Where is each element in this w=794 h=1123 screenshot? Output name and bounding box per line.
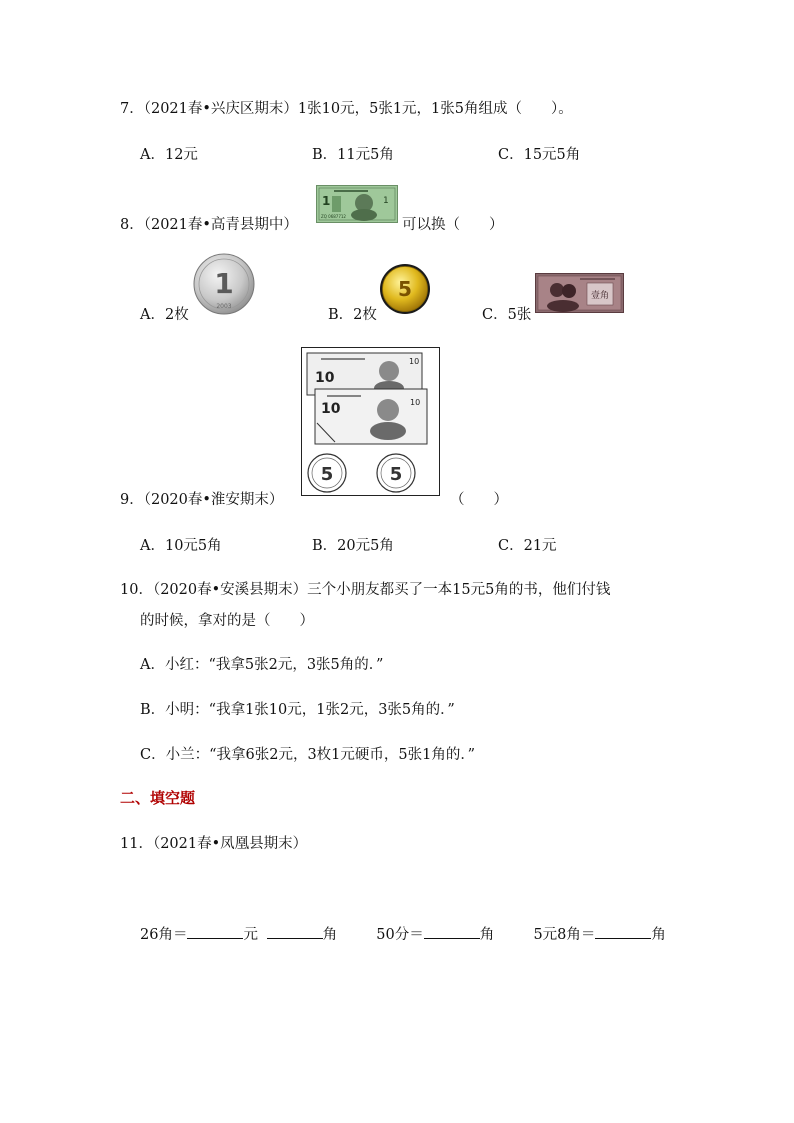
q11-part1-mid: 元 xyxy=(243,927,258,943)
five-jiao-coin-left xyxy=(308,454,346,492)
five-jiao-coin-right xyxy=(377,454,415,492)
question-9-stem-prefix: 9．（2020春•淮安期末） xyxy=(120,492,284,508)
q11-blank-4[interactable] xyxy=(595,924,651,939)
money-collection-image xyxy=(301,347,440,496)
one-jiao-banknote-image xyxy=(535,273,624,313)
question-9-option-c: C．21元 xyxy=(498,538,557,554)
five-jiao-coin-image xyxy=(379,263,431,315)
coin-left-value: 5 xyxy=(320,464,334,485)
question-10-option-a: A．小红：“我拿5张2元，3张5角的．” xyxy=(140,657,384,673)
question-8-option-a: A．2枚 xyxy=(140,307,189,323)
q11-part3-right: 角 xyxy=(651,927,666,943)
question-7-stem: 7．（2021春•兴庆区期末）1张10元，5张1元，1张5角组成（ ）。 xyxy=(120,101,573,117)
ten-yuan-banknote-front xyxy=(315,389,427,444)
q11-part3-left: 5元8角＝ xyxy=(533,927,596,943)
question-10-option-c: C．小兰：“我拿6张2元，3枚1元硬币，5张1角的．” xyxy=(140,747,476,763)
svg-text:ZQ 0687712: ZQ 0687712 xyxy=(321,214,346,219)
coin-5-digit: 5 xyxy=(398,277,412,301)
q11-part1-left: 26角＝ xyxy=(140,927,188,943)
one-yuan-banknote-image xyxy=(316,185,398,223)
question-10-stem-line2: 的时候，拿对的是（ ） xyxy=(140,613,314,629)
section-heading-fill-in-blank: 二、填空题 xyxy=(120,789,196,807)
svg-text:1: 1 xyxy=(322,194,331,208)
question-7-option-b: B．11元5角 xyxy=(312,147,394,163)
question-9-option-b: B．20元5角 xyxy=(312,538,394,554)
question-8-option-c: C．5张 xyxy=(482,307,532,323)
question-7-option-c: C．15元5角 xyxy=(498,147,581,163)
question-9-option-a: A．10元5角 xyxy=(140,538,222,554)
q11-blank-3[interactable] xyxy=(424,924,480,939)
q11-part1-right: 角 xyxy=(322,927,338,943)
q11-blank-1[interactable] xyxy=(187,924,243,939)
question-8-option-b: B．2枚 xyxy=(328,307,377,323)
question-10-stem-line1: 10．（2020春•安溪县期末）三个小朋友都买了一本15元5角的书，他们付钱 xyxy=(120,582,611,598)
coin-right-value: 5 xyxy=(389,464,403,485)
question-10-option-b: B．小明：“我拿1张10元，1张2元，3张5角的．” xyxy=(140,702,455,718)
question-11-stem: 11．（2021春•凤凰县期末） xyxy=(120,836,308,852)
ten-yuan-value-front: 10 xyxy=(321,401,341,417)
svg-text:10: 10 xyxy=(410,398,421,407)
one-jiao-note-text: 壹角 xyxy=(590,291,610,301)
q11-blank-2[interactable] xyxy=(267,924,323,939)
svg-text:1: 1 xyxy=(383,196,389,206)
svg-text:2003: 2003 xyxy=(216,303,232,310)
one-yuan-coin-image xyxy=(193,253,255,315)
question-8-stem-prefix: 8．（2021春•高青县期中） xyxy=(120,217,298,233)
question-9-stem-suffix: （ ） xyxy=(450,492,508,508)
q11-part2-left: 50分＝ xyxy=(376,927,424,943)
question-8-stem-suffix: 可以换（ ） xyxy=(402,217,504,233)
ten-yuan-value-back: 10 xyxy=(315,370,335,386)
coin-1-digit: 1 xyxy=(214,267,234,300)
question-7-option-a: A．12元 xyxy=(140,147,198,163)
q11-part2-right: 角 xyxy=(479,927,495,943)
svg-text:10: 10 xyxy=(409,357,420,366)
question-11-blanks-row xyxy=(140,923,666,944)
